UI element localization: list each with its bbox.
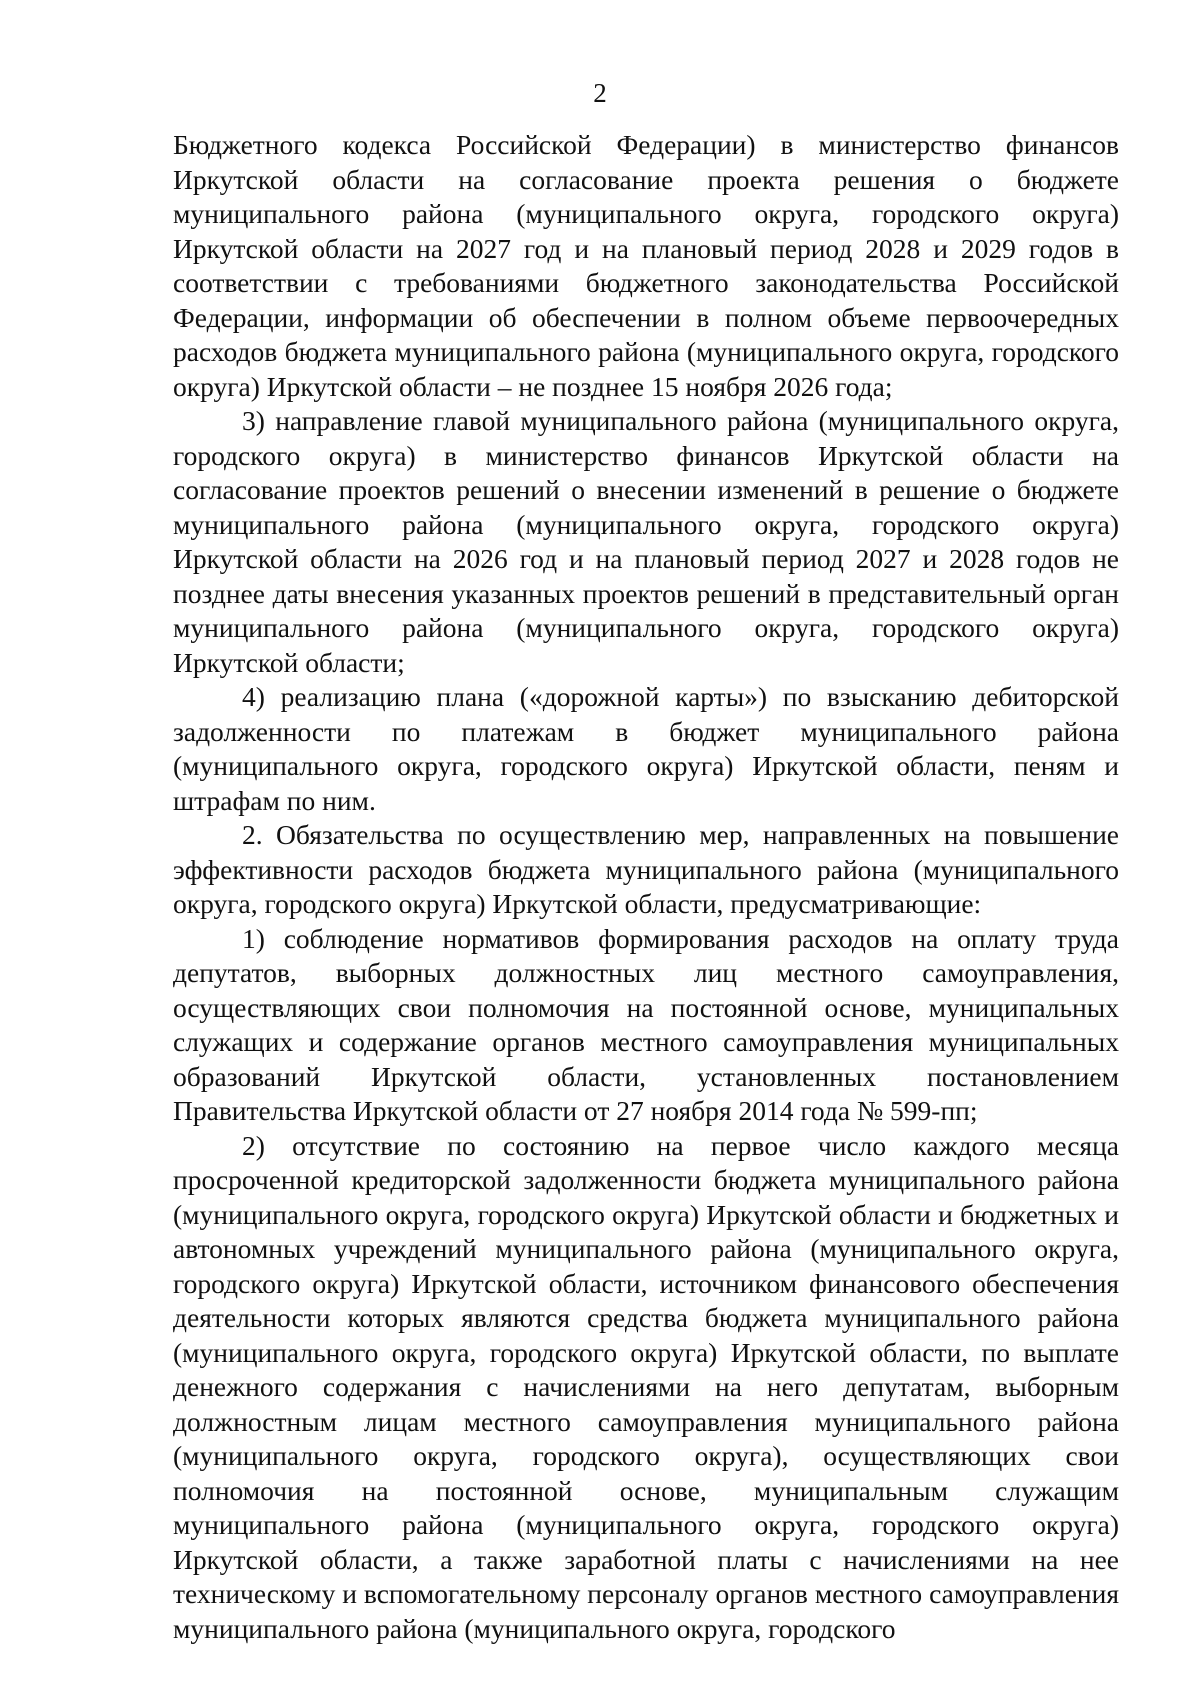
paragraph-item-3: 3) направление главой муниципального района (муниципального округа, городского округа) в министерство финансов Иркутской области на согласование проектов решений о внесении изменений в решение о бюджете муниципального района (муниципального округа, городского округа) Иркутской области на 2026 год и на плановый период 2027 и 2028 годов не позднее даты внесения указанных проектов решений в представительный орган муниципального района (муниципального округа, городского округа) Иркутской области; bbox=[173, 405, 1119, 678]
paragraph-section-2: 2. Обязательства по осуществлению мер, направленных на повышение эффективности расходов бюджета муниципального района (муниципального округа, городского округа) Иркутской области, предусматривающие: bbox=[173, 819, 1119, 919]
paragraph-section-2-item-1: 1) соблюдение нормативов формирования расходов на оплату труда депутатов, выборных должностных лиц местного самоуправления, осуществляющих свои полномочия на постоянной основе, муниципальных служащих и содержание органов местного самоуправления муниципальных образований Иркутской области, установленных постановлением Правительства Иркутской области от 27 ноября 2014 года № 599-пп; bbox=[173, 922, 1119, 1126]
paragraph-continuation: Бюджетного кодекса Российской Федерации) в министерство финансов Иркутской области на согласование проекта решения о бюджете муниципального района (муниципального округа, городского округа) Иркутской области на 2027 год и на плановый период 2028 и 2029 годов в соответствии с требованиями бюджетного законодательства Российской Федерации, информации об обеспечении в полном объеме первоочередных расходов бюджета муниципального района (муниципального округа, городского округа) Иркутской области – не позднее 15 ноября 2026 года; bbox=[173, 129, 1119, 402]
paragraph-item-4: 4) реализацию плана («дорожной карты») по взысканию дебиторской задолженности по платежам в бюджет муниципального района (муниципального округа, городского округа) Иркутской области, пеням и штрафам по ним. bbox=[173, 681, 1119, 816]
paragraph-section-2-item-2: 2) отсутствие по состоянию на первое число каждого месяца просроченной кредиторской задолженности бюджета муниципального района (муниципального округа, городского округа) Иркутской области и бюджетных и автономных учреждений муниципального района (муниципального округа, городского округа) Иркутской области, источником финансового обеспечения деятельности которых являются средства бюджета муниципального района (муниципального округа, городского округа) Иркутской области, по выплате денежного содержания с начислениями на него депутатам, выборным должностным лицам местного самоуправления муниципального района (муниципального округа, городского округа), осуществляющих свои полномочия на постоянной основе, муниципальным служащим муниципального района (муниципального округа, городского округа) Иркутской области, а также заработной платы с начислениями на нее техническому и вспомогательному персоналу органов местного самоуправления муниципального района (муниципального округа, городского bbox=[173, 1129, 1119, 1644]
document-body bbox=[173, 128, 1119, 1646]
page-number: 2 bbox=[593, 78, 607, 108]
